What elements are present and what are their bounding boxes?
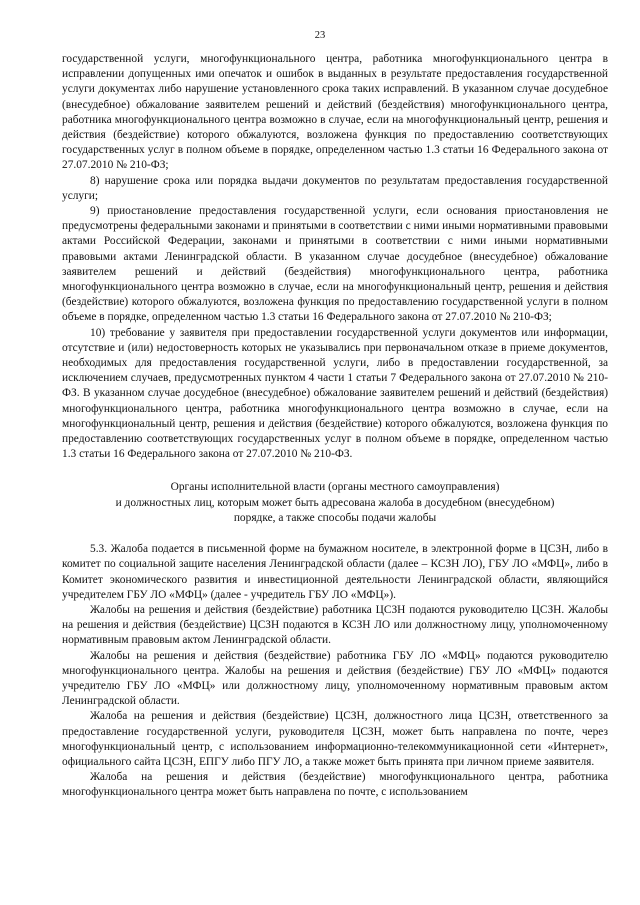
document-body	[62, 52, 608, 801]
section-heading	[62, 480, 608, 526]
paragraph-item-10: 10) требование у заявителя при предоставлении государственной услуги документов или информации, отсутствие и (или) недостоверность которых не указывались при первоначальном отказе в приеме документов, необходимых для предоставления государственной услуги, либо в предоставлении государственной, за исключением случаев, предусмотренных пунктом 4 части 1 статьи 7 Федерального закона от 27.07.2010 № 210-ФЗ. В указанном случае досудебное (внесудебное) обжалование заявителем решений и действий (бездействия) многофункционального центра, работника многофункционального центра возможно в случае, если на многофункциональный центр, решения и действия (бездействие) которого обжалуются, возложена функция по предоставлению соответствующих государственных услуг в полном объеме в порядке, определенном частью 1.3 статьи 16 Федерального закона от 27.07.2010 № 210-ФЗ.	[62, 326, 608, 461]
paragraph-5-3: 5.3. Жалоба подается в письменной форме на бумажном носителе, в электронной форме в ЦСЗН, либо в комитет по социальной защите населения Ленинградской области (далее – КСЗН ЛО), ГБУ ЛО «МФЦ», либо в Комитет экономического развития и инвестиционной деятельности Ленинградской области, являющийся учредителем ГБУ ЛО «МФЦ» (далее - учредитель ГБУ ЛО «МФЦ»).	[62, 543, 608, 601]
paragraph-complaints-cszn: Жалобы на решения и действия (бездействие) работника ЦСЗН подаются руководителю ЦСЗН. Жалобы на решения и действия (бездействие) ЦСЗН подаются в КСЗН ЛО или должностному лицу, уполномоченному нормативным правовым актом Ленинградской области.	[62, 603, 608, 647]
section-heading-line: Органы исполнительной власти (органы местного самоуправления)	[170, 481, 500, 494]
page-number: 23	[314, 30, 326, 41]
paragraph-item-8: 8) нарушение срока или порядка выдачи документов по результатам предоставления государственной услуги;	[62, 174, 608, 202]
paragraph-complaint-channels-mfc: Жалоба на решения и действия (бездействие) многофункционального центра, работника многофункционального центра может быть направлена по почте, с использованием	[62, 771, 608, 799]
section-heading-line: порядке, а также способы подачи жалобы	[233, 511, 437, 524]
paragraph-item-9: 9) приостановление предоставления государственной услуги, если основания приостановления не предусмотрены федеральными законами и принятыми в соответствии с ними иными нормативными правовыми актами Российской Федерации, законами и принятыми в соответствии с ними иными нормативными правовыми актами Ленинградской области. В указанном случае досудебное (внесудебное) обжалование заявителем решений и действий (бездействия) многофункционального центра, работника многофункционального центра возможно в случае, если на многофункциональный центр, решения и действия (бездействие) которого обжалуются, возложена функция по предоставлению государственной услуги в полном объеме в порядке, определенном частью 1.3 статьи 16 Федерального закона от 27.07.2010 № 210-ФЗ;	[62, 205, 608, 324]
section-heading-line: и должностных лиц, которым может быть адресована жалоба в досудебном (внесудебном)	[115, 496, 555, 509]
paragraph-complaints-mfc: Жалобы на решения и действия (бездействие) работника ГБУ ЛО «МФЦ» подаются руководителю многофункционального центра. Жалобы на решения и действия (бездействие) ГБУ ЛО «МФЦ» подаются учредителю ГБУ ЛО «МФЦ» или должностному лицу, уполномоченному нормативным правовым актом Ленинградской области.	[62, 649, 608, 708]
paragraph-complaint-channels-cszn: Жалоба на решения и действия (бездействие) ЦСЗН, должностного лица ЦСЗН, ответственного за предоставление государственной услуги, руководителя ЦСЗН, может быть направлена по почте, через многофункциональный центр, с использованием информационно-телекоммуникационной сети «Интернет», официального сайта ЦСЗН, ЕПГУ либо ПГУ ЛО, а также может быть принята при личном приеме заявителя.	[62, 710, 608, 768]
paragraph-continuation: государственной услуги, многофункционального центра, работника многофункционального центра в исправлении допущенных ими опечаток и ошибок в выданных в результате предоставления государственной услуги документах либо нарушение установленного срока таких исправлений. В указанном случае досудебное (внесудебное) обжалование заявителем решений и действий (бездействия) многофункционального центра, работника многофункционального центра возможно в случае, если на многофункциональный центр, решения и действия (бездействие) которого обжалуются, возложена функция по предоставлению соответствующих государственных услуг в полном объеме в порядке, определенном частью 1.3 статьи 16 Федерального закона от 27.07.2010 № 210-ФЗ;	[62, 53, 608, 172]
